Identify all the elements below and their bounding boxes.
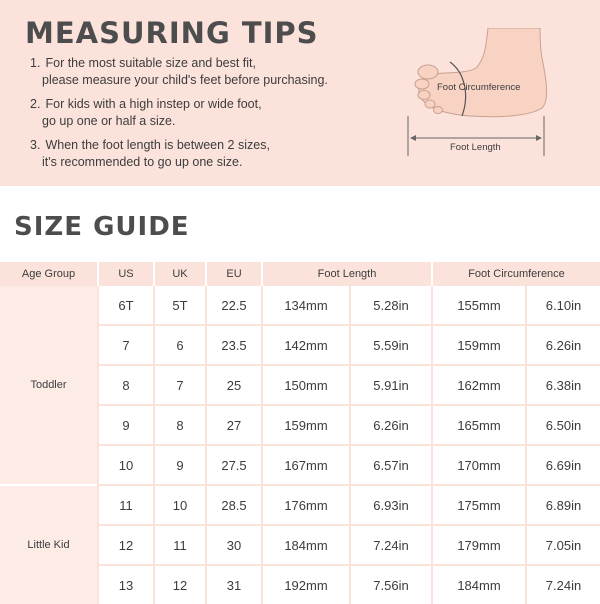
- eu-cell: 23.5: [206, 325, 262, 365]
- eu-cell: 28.5: [206, 485, 262, 525]
- tip-text-line1: When the foot length is between 2 sizes,: [45, 138, 270, 152]
- eu-cell: 25: [206, 365, 262, 405]
- tip-number: 2.: [30, 97, 41, 111]
- length-in-cell: 6.26in: [350, 405, 432, 445]
- circumference-mm-cell: 184mm: [432, 565, 526, 604]
- length-mm-cell: 192mm: [262, 565, 350, 604]
- circumference-in-cell: 6.26in: [526, 325, 600, 365]
- length-in-cell: 7.24in: [350, 525, 432, 565]
- length-in-cell: 5.59in: [350, 325, 432, 365]
- header-us: US: [98, 262, 154, 286]
- foot-illustration-icon: [400, 28, 560, 160]
- length-in-cell: 7.56in: [350, 565, 432, 604]
- uk-cell: 8: [154, 405, 206, 445]
- header-eu: EU: [206, 262, 262, 286]
- tip-text-line2: please measure your child's feet before purchasing.: [42, 73, 328, 87]
- us-cell: 9: [98, 405, 154, 445]
- eu-cell: 31: [206, 565, 262, 604]
- length-in-cell: 5.28in: [350, 286, 432, 325]
- foot-length-label: Foot Length: [450, 142, 501, 153]
- header-uk: UK: [154, 262, 206, 286]
- tip-2: [30, 96, 360, 130]
- foot-diagram: [400, 28, 560, 160]
- table-header-row: [0, 262, 600, 286]
- circumference-mm-cell: 170mm: [432, 445, 526, 485]
- tip-text-line2: it's recommended to go up one size.: [42, 155, 243, 169]
- age-group-cell: Toddler: [0, 286, 98, 485]
- tip-1: [30, 55, 360, 89]
- uk-cell: 9: [154, 445, 206, 485]
- us-cell: 6T: [98, 286, 154, 325]
- eu-cell: 30: [206, 525, 262, 565]
- circumference-in-cell: 6.50in: [526, 405, 600, 445]
- uk-cell: 11: [154, 525, 206, 565]
- size-guide-table: [0, 262, 600, 604]
- us-cell: 8: [98, 365, 154, 405]
- us-cell: 7: [98, 325, 154, 365]
- table-row: [0, 286, 600, 325]
- circumference-in-cell: 6.10in: [526, 286, 600, 325]
- length-mm-cell: 167mm: [262, 445, 350, 485]
- uk-cell: 12: [154, 565, 206, 604]
- circumference-mm-cell: 155mm: [432, 286, 526, 325]
- uk-cell: 6: [154, 325, 206, 365]
- tip-number: 3.: [30, 138, 41, 152]
- length-mm-cell: 142mm: [262, 325, 350, 365]
- circumference-in-cell: 7.05in: [526, 525, 600, 565]
- eu-cell: 22.5: [206, 286, 262, 325]
- tip-text-line1: For the most suitable size and best fit,: [45, 56, 257, 70]
- length-in-cell: 6.93in: [350, 485, 432, 525]
- header-foot-length: Foot Length: [262, 262, 432, 286]
- us-cell: 12: [98, 525, 154, 565]
- us-cell: 13: [98, 565, 154, 604]
- table-row: [0, 485, 600, 525]
- length-mm-cell: 159mm: [262, 405, 350, 445]
- circumference-in-cell: 7.24in: [526, 565, 600, 604]
- size-guide-title: SIZE GUIDE: [14, 212, 190, 242]
- circumference-in-cell: 6.69in: [526, 445, 600, 485]
- measuring-tips-title: MEASURING TIPS: [25, 16, 319, 50]
- length-in-cell: 5.91in: [350, 365, 432, 405]
- us-cell: 10: [98, 445, 154, 485]
- length-mm-cell: 184mm: [262, 525, 350, 565]
- tip-text-line2: go up one or half a size.: [42, 114, 176, 128]
- foot-circumference-label: Foot Circumference: [437, 82, 521, 93]
- tip-text-line1: For kids with a high instep or wide foot,: [45, 97, 262, 111]
- length-in-cell: 6.57in: [350, 445, 432, 485]
- age-group-cell: Little Kid: [0, 485, 98, 604]
- circumference-mm-cell: 179mm: [432, 525, 526, 565]
- length-mm-cell: 150mm: [262, 365, 350, 405]
- uk-cell: 10: [154, 485, 206, 525]
- length-mm-cell: 134mm: [262, 286, 350, 325]
- circumference-mm-cell: 162mm: [432, 365, 526, 405]
- length-mm-cell: 176mm: [262, 485, 350, 525]
- circumference-mm-cell: 165mm: [432, 405, 526, 445]
- circumference-in-cell: 6.89in: [526, 485, 600, 525]
- tip-3: [30, 137, 360, 171]
- us-cell: 11: [98, 485, 154, 525]
- measuring-tips-panel: [0, 0, 600, 186]
- tip-number: 1.: [30, 56, 41, 70]
- header-age-group: Age Group: [0, 262, 98, 286]
- uk-cell: 5T: [154, 286, 206, 325]
- circumference-in-cell: 6.38in: [526, 365, 600, 405]
- size-table-body: [0, 286, 600, 604]
- eu-cell: 27.5: [206, 445, 262, 485]
- header-foot-circumference: Foot Circumference: [432, 262, 600, 286]
- eu-cell: 27: [206, 405, 262, 445]
- uk-cell: 7: [154, 365, 206, 405]
- circumference-mm-cell: 159mm: [432, 325, 526, 365]
- circumference-mm-cell: 175mm: [432, 485, 526, 525]
